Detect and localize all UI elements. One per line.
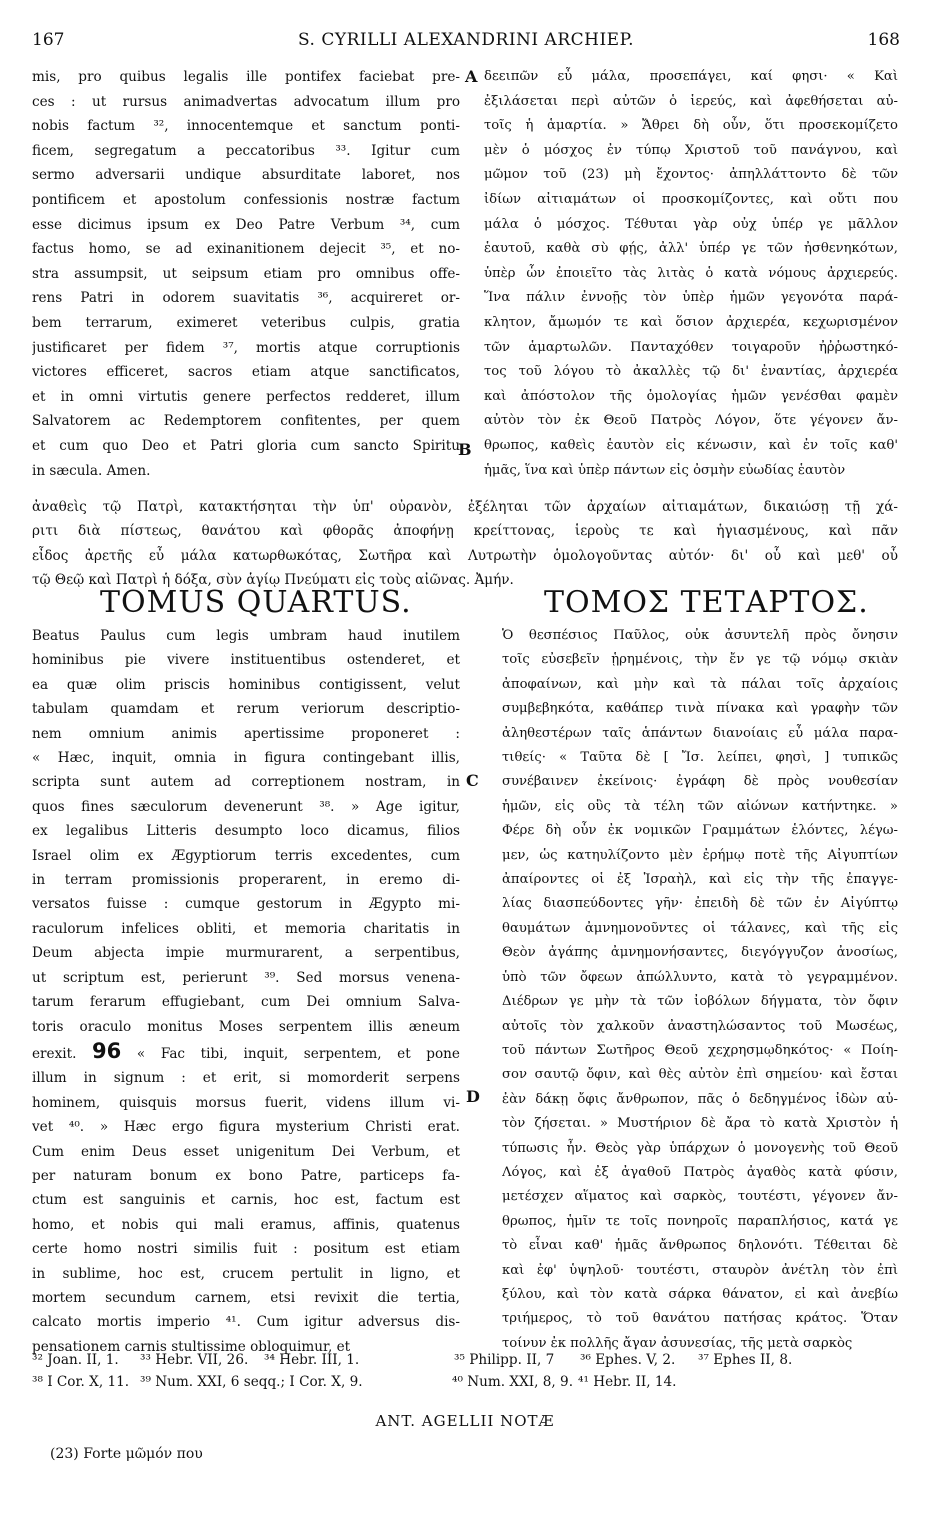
greek-top-line: δεειπῶν εὖ μάλα, προσεπάγει, καί φησι· « Καὶ	[484, 69, 898, 84]
latin-top-line: Salvatorem ac Redemptorem confitentes, per quem	[32, 413, 460, 430]
latin-bottom-line: Cum enim Deus esset unigenitum Dei Verbum, et	[32, 1143, 460, 1160]
greek-bottom-line: ξύλου, καὶ τὸν κατὰ σάρκα θάνατον, εἰ καὶ ἀνεβίω	[502, 1286, 898, 1302]
greek-full-line: εἶδος ἀρετῆς εὖ μάλα κατωρθωκότας, Σωτῆρα καὶ Λυτρωτὴν ὁμολογοῦντας αὐτόν· δι' οὗ καὶ μεθ' οὗ	[32, 547, 898, 564]
latin-bottom-line: illum in signum : et erit, si momorderit serpens	[32, 1070, 460, 1087]
latin-top-line: mis, pro quibus legalis ille pontifex faciebat pre-	[32, 69, 460, 85]
latin-bottom-line: mortem secundum carnem, etsi revixit die tertia,	[32, 1289, 460, 1306]
greek-column-top	[484, 65, 898, 483]
latin-bottom-line: ctum est sanguinis et carnis, hoc est, factum est	[32, 1192, 460, 1209]
greek-bottom-line: ὑπὸ τῶν ὄφεων ἀπώλλυντο, κατὰ τὸ γεγραμμένον.	[502, 969, 898, 985]
greek-full-line: ριτι διὰ πίστεως, θανάτου καὶ φθορᾶς ἀποφήνῃ κρείττονας, ἱεροὺς τε καὶ ἡγιασμένους, καὶ πᾶν	[32, 523, 898, 540]
latin-bottom-line: ut scriptum est, perierunt ³⁹. Sed morsus venena-	[32, 969, 460, 986]
greek-bottom-line: θαυμάτων ἀμνημονοῦντες οἱ τάλανες, καὶ τῆς εἰς	[502, 920, 898, 936]
margin-letter-c: C	[466, 771, 479, 790]
greek-bottom-line: ἡμῶν, εἰς οὓς τὰ τέλη τῶν αἰώνων κατήντηκε. »	[502, 798, 898, 814]
greek-bottom-line: τύπωσις ἦν. Θεὸς γὰρ ὑπάρχων ὁ μονογενὴς τοῦ Θεοῦ	[502, 1140, 898, 1156]
latin-bottom-line: in terram promissionis properarent, in eremo di-	[32, 872, 460, 889]
latin-bottom-line: in sublime, hoc est, crucem pertulit in ligno, et	[32, 1265, 460, 1282]
greek-bottom-line: μετέσχεν αἵματος καὶ σαρκὸς, τουτέστι, γέγονεν ἄν-	[502, 1189, 898, 1205]
footnotes-line-1	[32, 1352, 898, 1368]
latin-top-line: esse dicimus ipsum ex Deo Patre Verbum ³⁴, cum	[32, 216, 460, 233]
latin-bottom-line: scripta sunt autem ad correptionem nostram, in	[32, 774, 460, 791]
greek-top-line: ἐξιλάσεται περὶ αὐτῶν ὁ ἱερεύς, καὶ ἀφεθήσεται αὐ-	[484, 93, 898, 109]
latin-bottom-line: tarum ferarum effugiebant, cum Dei omnium Salva-	[32, 994, 460, 1011]
latin-bottom-line: tabulam quamdam et rerum veriorum descriptio-	[32, 701, 460, 718]
greek-bottom-line: ἐὰν δάκῃ ὄφις ἄνθρωπον, πᾶς ὁ δεδηγμένος ἰδὼν αὐ-	[502, 1091, 898, 1107]
latin-top-line: victores efficeret, sacros etiam atque sanctificatos,	[32, 364, 460, 381]
footnote: ³² Joan. II, 1.	[32, 1352, 119, 1368]
latin-column-top	[32, 65, 460, 483]
latin-bottom-line: Deum abjecta impie murmurarent, a serpentibus,	[32, 945, 460, 962]
latin-top-line: ces : ut rursus animadvertas advocatum illum pro	[32, 93, 460, 110]
heading-latin: TOMUS QUARTUS.	[100, 585, 412, 620]
greek-column-bottom	[502, 624, 898, 1356]
latin-top-line: et in omni virtutis genere perfectos redderet, illum	[32, 388, 460, 405]
footnote: ³³ Hebr. VII, 26.	[140, 1352, 249, 1368]
note-23: (23) Forte μῶμόν που	[50, 1446, 203, 1462]
latin-bottom-line: raculorum infelices obliti, et memoria charitatis in	[32, 920, 460, 937]
greek-top-line: αὐτὸν τὸν ἐκ Θεοῦ Πατρὸς Λόγον, ὅτε γέγονεν ἄν-	[484, 413, 898, 429]
latin-bottom-line: hominem, quisquis morsus fuerit, videns illum vi-	[32, 1094, 460, 1111]
greek-top-line: μάλα ὁ μόσχος. Τέθυται γὰρ οὐχ ὑπέρ γε μᾶλλον	[484, 216, 898, 232]
margin-letter-d: D	[466, 1087, 480, 1106]
latin-top-line: factus homo, se ad exinanitionem dejecit ³⁵, et no-	[32, 241, 460, 258]
column-marker-96: 96	[92, 1038, 122, 1063]
greek-bottom-line: ἀληθεστέρων ταῖς ἁπάντων διανοίαις εὖ μάλα παρα-	[502, 725, 898, 741]
greek-bottom-line: Θεὸν ἀγάπης ἀμνημονήσαντες, διεγόγγυζον ἀνοσίως,	[502, 945, 898, 961]
latin-bottom-line: Israel olim ex Ægyptiorum terris excedentes, cum	[32, 847, 460, 864]
footnote: ⁴¹ Hebr. II, 14.	[578, 1374, 677, 1390]
latin-bottom-line: hominibus pie vivere instituentibus ostenderet, et	[32, 652, 460, 669]
latin-column-bottom	[32, 624, 460, 1359]
footnote: ³⁴ Hebr. III, 1.	[264, 1352, 360, 1368]
footnote: ³⁷ Ephes II, 8.	[698, 1352, 793, 1368]
latin-top-line: sermo adversarii undique absurditate laboret, nos	[32, 167, 460, 184]
latin-top-line: in sæcula. Amen.	[32, 462, 151, 479]
latin-bottom-line: quos fines sæculorum devenerunt ³⁸. » Age igitur,	[32, 798, 460, 815]
greek-top-line: τοῖς ἡ ἁμαρτία. » Ἄθρει δὴ οὖν, ὅτι προσεκομίζετο	[484, 118, 898, 134]
latin-top-line: et cum quo Deo et Patri gloria cum sancto Spiritu	[32, 437, 460, 454]
greek-bottom-line: ἀπαίροντες οἱ ἐξ Ἰσραὴλ, καὶ εἰς τὴν τῆς ἐπαγγε-	[502, 872, 898, 888]
greek-full-line: τῷ Θεῷ καὶ Πατρὶ ἡ δόξα, σὺν ἁγίῳ Πνεύματι εἰς τοὺς αἰῶνας. Ἀμήν.	[32, 572, 514, 589]
latin-bottom-line-start: erexit.	[32, 1045, 93, 1062]
greek-bottom-line: σον σαυτῷ ὄφιν, καὶ θὲς αὐτὸν ἐπὶ σημείου· καὶ ἔσται	[502, 1067, 898, 1083]
greek-top-line: καὶ ἀπόστολον τῆς ὁμολογίας ἡμῶν γενέσθαι φαμὲν	[484, 388, 898, 404]
footnote: ³⁹ Num. XXI, 6 seqq.; I Cor. X, 9.	[140, 1374, 363, 1390]
greek-bottom-line: συμβεβηκότα, καθάπερ τινὰ πίνακα καὶ γραφὴν τῶν	[502, 701, 898, 717]
greek-top-line: κλητον, ἄμωμόν τε καὶ ὅσιον ἀρχιερέα, κεχωρισμένον	[484, 314, 898, 330]
page-number-right: 168	[867, 30, 900, 50]
greek-full-line: ἀναθεὶς τῷ Πατρὶ, κατακτήσηται τὴν ὑπ' οὐρανὸν, ἐξέληται τῶν ἀρχαίων αἰτιαμάτων, δικαιώσῃ τῇ χά-	[32, 499, 898, 515]
latin-top-line: nobis factum ³², innocentemque et sanctum ponti-	[32, 118, 460, 135]
greek-bottom-line: συνέβαινεν ἐκείνοις· ἐγράφη δὲ πρὸς νουθεσίαν	[502, 774, 898, 790]
latin-bottom-line: vet ⁴⁰. » Hæc ergo figura mysterium Christi erat.	[32, 1119, 460, 1136]
greek-bottom-line: τοῖς εὐσεβεῖν ᾑρημένοις, τὴν ἔν γε τῷ νόμῳ σκιὰν	[502, 652, 898, 668]
greek-bottom-line: τὸ εἶναι καθ' ἡμᾶς ἄνθρωπος δηλονότι. Τέθειται δὲ	[502, 1238, 898, 1254]
page-header	[32, 30, 900, 60]
page-number-left: 167	[32, 30, 65, 50]
greek-bottom-line: μεν, ὡς κατηυλίζοντο μὲν ἐρήμῳ ποτὲ τῆς Αἰγυπτίων	[502, 847, 898, 863]
greek-bottom-line: τοίνυν ἐκ πολλῆς ἄγαν ἀσυνεσίας, τῆς μετὰ σαρκὸς	[502, 1335, 853, 1351]
latin-bottom-line: calcato mortis imperio ⁴¹. Cum igitur adversus dis-	[32, 1314, 460, 1331]
latin-top-line: stra assumpsit, ut seipsum etiam pro omnibus offe-	[32, 265, 460, 282]
footnote: ³⁸ I Cor. X, 11.	[32, 1374, 130, 1390]
greek-bottom-line: καὶ ἐφ' ὑψηλοῦ· τουτέστι, σταυρὸν ἀνέτλη τὸν ἐπὶ	[502, 1262, 898, 1278]
latin-top-line: pontificem et apostolum confessionis nostræ factum	[32, 191, 460, 208]
greek-bottom-line: αὐτοῖς τὸν χαλκοῦν ἀναστηλώσαντος τοῦ Μωσέως,	[502, 1018, 898, 1034]
greek-bottom-line: Διέδρων γε μὴν τὰ τῶν ἰοβόλων δήγματα, τὸν ὄφιν	[502, 994, 898, 1010]
latin-bottom-line: versatos fuisse : cumque gestorum in Ægypto mi-	[32, 896, 460, 913]
greek-bottom-line: τριήμερος, τὸ τοῦ θανάτου πατήσας κράτος. Ὅταν	[502, 1311, 898, 1327]
latin-bottom-line: certe homo nostri similis fuit : positum est etiam	[32, 1241, 460, 1258]
greek-top-line: μὲν ὁ μόσχος ἐν τύπῳ Χριστοῦ τοῦ πανάγνου, καὶ	[484, 142, 898, 158]
latin-bottom-line: Beatus Paulus cum legis umbram haud inutilem	[32, 628, 460, 644]
footnote: ³⁶ Ephes. V, 2.	[580, 1352, 676, 1368]
greek-full-width-text	[32, 495, 898, 593]
latin-bottom-line: homo, et nobis qui mali eramus, affinis, quatenus	[32, 1216, 460, 1233]
greek-top-line: ἰδίων αἰτιαμάτων οἱ προσκομίζοντες, καὶ οὔτι που	[484, 191, 898, 207]
latin-bottom-line	[32, 1039, 460, 1066]
notes-heading: ANT. AGELLII NOTÆ	[375, 1412, 555, 1430]
latin-bottom-line: « Hæc, inquit, omnia in figura contingebant illis,	[32, 750, 460, 767]
footnote: ⁴⁰ Num. XXI, 8, 9.	[452, 1374, 574, 1390]
latin-bottom-line: ex legalibus Litteris desumpto loco dicamus, filios	[32, 823, 460, 840]
greek-bottom-line: θρωπος, ἡμῖν τε τοῖς πονηροῖς παραπλήσιος, κατά γε	[502, 1213, 898, 1229]
latin-bottom-line: per naturam bonum ex bono Patre, particeps fa-	[32, 1167, 460, 1184]
latin-bottom-line: pensationem carnis stultissime obloquimur, et	[32, 1338, 351, 1355]
heading-greek: ΤΟΜΟΣ ΤΕΤΑΡΤΟΣ.	[544, 585, 869, 620]
footnotes-line-2	[32, 1374, 898, 1390]
greek-top-line: ἑαυτοῦ, καθὰ σὺ φῄς, ἀλλ' ὑπέρ γε τῶν ἠσθενηκότων,	[484, 241, 898, 257]
greek-top-line: θρωπος, καθεὶς ἑαυτὸν εἰς κένωσιν, καὶ ἐν τοῖς καθ'	[484, 437, 898, 453]
greek-bottom-line: τὸν ζήσεται. » Μυστήριον δὲ ἄρα τὸ κατὰ Χριστὸν ἡ	[502, 1116, 898, 1132]
greek-top-line: μῶμον τοῦ (23) μὴ ἔχοντος· ἀπηλλάττοντο δὲ τῶν	[484, 167, 898, 183]
greek-top-line: τῶν ἁμαρτωλῶν. Πανταχόθεν τοιγαροῦν ἠῤῥωστηκό-	[484, 339, 898, 355]
greek-bottom-line: ἀποφαίνων, καὶ μὴν καὶ τὰ πάλαι τοῖς ἀρχαίοις	[502, 676, 898, 692]
latin-bottom-line: ea quæ olim priscis hominibus contigissent, velut	[32, 676, 460, 693]
greek-top-line: ὑπὲρ ὧν ἐποιεῖτο τὰς λιτὰς ὁ κατὰ νόμους ἀρχιερεύς.	[484, 265, 898, 281]
latin-bottom-line: nem omnium animis apertissime proponeret :	[32, 725, 460, 742]
latin-bottom-line-rest: « Fac tibi, inquit, serpentem, et pone	[121, 1045, 460, 1062]
latin-top-line: bem terrarum, eximeret veteribus culpis, gratia	[32, 314, 460, 331]
latin-bottom-line: toris oraculo monitus Moses serpentem illis æneum	[32, 1018, 460, 1035]
running-title: S. CYRILLI ALEXANDRINI ARCHIEP.	[298, 30, 634, 50]
latin-top-line: rens Patri in odorem suavitatis ³⁶, acquireret or-	[32, 290, 460, 307]
greek-top-line: ἡμᾶς, ἵνα καὶ ὑπὲρ πάντων εἰς ὀσμὴν εὐωδίας ἑαυτὸν	[484, 462, 846, 478]
margin-letter-a: A	[465, 67, 478, 86]
greek-bottom-line: τιθείς· « Ταῦτα δὲ [ Ἴσ. λείπει, φησὶ, ] τυπικῶς	[502, 750, 898, 766]
greek-bottom-line: Φέρε δὴ οὖν ἐκ νομικῶν Γραμμάτων ἑλόντες, λέγω-	[502, 823, 898, 839]
footnote: ³⁵ Philipp. II, 7	[454, 1352, 555, 1368]
greek-bottom-line: Λόγος, καὶ ἐξ ἀγαθοῦ Πατρὸς ἀγαθὸς κατὰ φύσιν,	[502, 1164, 898, 1180]
greek-top-line: Ἵνα πάλιν ἐννοῇς τὸν ὑπὲρ ἡμῶν γεγονότα παρά-	[484, 290, 898, 306]
latin-top-line: ficem, segregatum a peccatoribus ³³. Igitur cum	[32, 142, 460, 159]
greek-bottom-line: τοῦ πάντων Σωτῆρος Θεοῦ χεχρησμῳδηκότος· « Ποίη-	[502, 1042, 898, 1058]
greek-bottom-line: λίας διασπεύδοντες γῆν· ἐπειδὴ δὲ τῶν ἐν Αἰγύπτῳ	[502, 896, 898, 912]
greek-bottom-line: Ὁ θεσπέσιος Παῦλος, οὐκ ἀσυντελῆ πρὸς ὄνησιν	[502, 628, 898, 643]
margin-letter-b: B	[458, 440, 472, 459]
latin-top-line: justificaret per fidem ³⁷, mortis atque corruptionis	[32, 339, 460, 356]
greek-top-line: τος τοῦ λόγου τὸ ἀκαλλὲς τῷ δι' ἐναντίας, ἀρχιερέα	[484, 364, 898, 380]
